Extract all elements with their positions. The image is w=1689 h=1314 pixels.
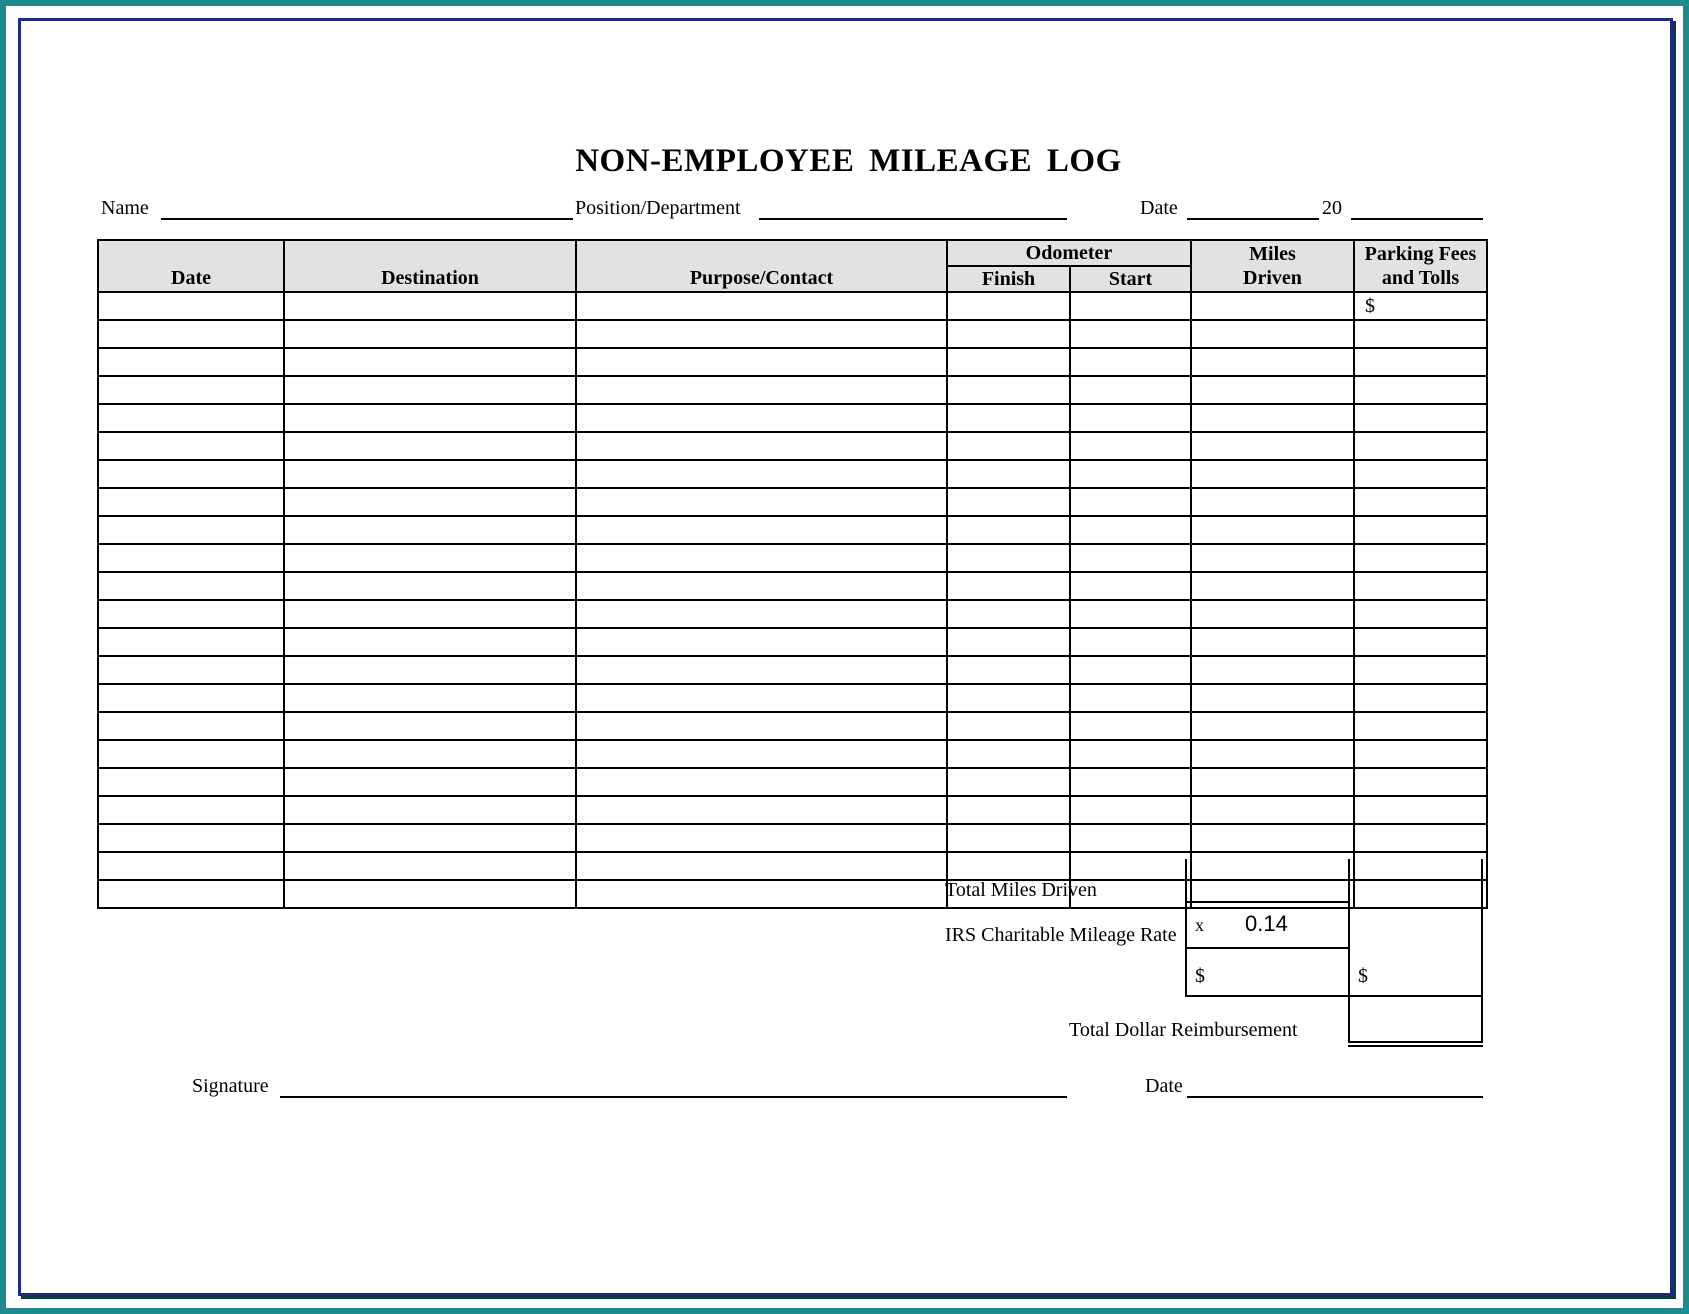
date-cell[interactable] xyxy=(98,628,284,656)
date-cell[interactable] xyxy=(98,768,284,796)
name-label: Name xyxy=(101,197,149,219)
table-row xyxy=(98,600,1487,628)
purpose-cell[interactable] xyxy=(576,628,947,656)
parking-cell[interactable] xyxy=(1354,740,1487,768)
miles-cell[interactable] xyxy=(1191,460,1354,488)
date-cell[interactable] xyxy=(98,516,284,544)
destination-cell[interactable] xyxy=(284,712,576,740)
parking-cell[interactable] xyxy=(1354,516,1487,544)
mileage-dollar-sign: $ xyxy=(1195,965,1205,987)
form-title: NON-EMPLOYEE MILEAGE LOG xyxy=(575,143,1122,179)
destination-cell[interactable] xyxy=(284,292,576,320)
finish-cell[interactable] xyxy=(947,740,1070,768)
table-row xyxy=(98,292,1487,320)
total-reimbursement-field[interactable] xyxy=(1348,995,1483,1043)
purpose-cell[interactable] xyxy=(576,768,947,796)
start-cell[interactable] xyxy=(1070,740,1191,768)
miles-cell[interactable] xyxy=(1191,824,1354,852)
start-cell[interactable] xyxy=(1070,516,1191,544)
destination-cell[interactable] xyxy=(284,348,576,376)
page-background xyxy=(6,6,1683,1308)
start-cell[interactable] xyxy=(1070,460,1191,488)
footer-date-field[interactable] xyxy=(1187,1096,1483,1098)
date-cell[interactable] xyxy=(98,488,284,516)
finish-cell[interactable] xyxy=(947,712,1070,740)
parking-dollar-sign: $ xyxy=(1358,965,1368,987)
purpose-cell[interactable] xyxy=(576,880,947,908)
purpose-cell[interactable] xyxy=(576,684,947,712)
header-miles-driven xyxy=(1191,240,1354,292)
start-cell[interactable] xyxy=(1070,320,1191,348)
purpose-cell[interactable] xyxy=(576,460,947,488)
destination-cell[interactable] xyxy=(284,684,576,712)
miles-cell[interactable] xyxy=(1191,656,1354,684)
finish-cell[interactable] xyxy=(947,656,1070,684)
date-cell[interactable] xyxy=(98,880,284,908)
destination-cell[interactable] xyxy=(284,796,576,824)
date-cell[interactable] xyxy=(98,796,284,824)
finish-cell[interactable] xyxy=(947,628,1070,656)
table-row xyxy=(98,320,1487,348)
table-row xyxy=(98,628,1487,656)
parking-cell[interactable] xyxy=(1354,432,1487,460)
miles-cell[interactable] xyxy=(1191,488,1354,516)
header-date: Date xyxy=(98,240,284,292)
purpose-cell[interactable] xyxy=(576,600,947,628)
parking-cell[interactable] xyxy=(1354,488,1487,516)
purpose-cell[interactable] xyxy=(576,516,947,544)
start-cell[interactable] xyxy=(1070,348,1191,376)
header-odometer: Odometer xyxy=(947,240,1191,266)
signature-field[interactable] xyxy=(280,1096,1067,1098)
finish-cell[interactable] xyxy=(947,544,1070,572)
destination-cell[interactable] xyxy=(284,628,576,656)
miles-cell[interactable] xyxy=(1191,712,1354,740)
start-cell[interactable] xyxy=(1070,432,1191,460)
purpose-cell[interactable] xyxy=(576,348,947,376)
purpose-cell[interactable] xyxy=(576,572,947,600)
start-cell[interactable] xyxy=(1070,404,1191,432)
miles-cell[interactable] xyxy=(1191,544,1354,572)
purpose-cell[interactable] xyxy=(576,656,947,684)
destination-cell[interactable] xyxy=(284,572,576,600)
table-row xyxy=(98,684,1487,712)
total-reimbursement-label: Total Dollar Reimbursement xyxy=(1069,1019,1298,1041)
parking-cell[interactable] xyxy=(1354,404,1487,432)
destination-cell[interactable] xyxy=(284,460,576,488)
finish-cell[interactable] xyxy=(947,320,1070,348)
year-field[interactable] xyxy=(1351,218,1483,220)
destination-cell[interactable] xyxy=(284,404,576,432)
parking-cell[interactable] xyxy=(1354,684,1487,712)
table-row xyxy=(98,712,1487,740)
purpose-cell[interactable] xyxy=(576,796,947,824)
purpose-cell[interactable] xyxy=(576,852,947,880)
table-row xyxy=(98,404,1487,432)
destination-cell[interactable] xyxy=(284,824,576,852)
purpose-cell[interactable] xyxy=(576,712,947,740)
start-cell[interactable] xyxy=(1070,488,1191,516)
miles-cell[interactable] xyxy=(1191,796,1354,824)
date-field[interactable] xyxy=(1187,218,1319,220)
table-row xyxy=(98,460,1487,488)
purpose-cell[interactable] xyxy=(576,740,947,768)
table-row xyxy=(98,824,1487,852)
destination-cell[interactable] xyxy=(284,544,576,572)
year-prefix: 20 xyxy=(1322,197,1342,219)
finish-cell[interactable] xyxy=(947,460,1070,488)
destination-cell[interactable] xyxy=(284,740,576,768)
parking-cell[interactable] xyxy=(1354,292,1487,320)
start-cell[interactable] xyxy=(1070,684,1191,712)
start-cell[interactable] xyxy=(1070,572,1191,600)
finish-cell[interactable] xyxy=(947,376,1070,404)
header-purpose: Purpose/Contact xyxy=(576,240,947,292)
finish-cell[interactable] xyxy=(947,796,1070,824)
finish-cell[interactable] xyxy=(947,292,1070,320)
miles-cell[interactable] xyxy=(1191,432,1354,460)
purpose-cell[interactable] xyxy=(576,544,947,572)
miles-cell[interactable] xyxy=(1191,768,1354,796)
miles-cell[interactable] xyxy=(1191,292,1354,320)
header-miles-line2: Driven xyxy=(1243,267,1302,289)
table-row xyxy=(98,432,1487,460)
date-cell[interactable] xyxy=(98,852,284,880)
destination-cell[interactable] xyxy=(284,320,576,348)
parking-cell[interactable] xyxy=(1354,376,1487,404)
purpose-cell[interactable] xyxy=(576,292,947,320)
purpose-cell[interactable] xyxy=(576,376,947,404)
purpose-cell[interactable] xyxy=(576,488,947,516)
rate-value: 0.14 xyxy=(1245,911,1288,936)
destination-cell[interactable] xyxy=(284,432,576,460)
date-cell[interactable] xyxy=(98,684,284,712)
finish-cell[interactable] xyxy=(947,600,1070,628)
table-row xyxy=(98,516,1487,544)
header-destination: Destination xyxy=(284,240,576,292)
total-miles-field[interactable] xyxy=(1185,859,1350,903)
date-cell[interactable] xyxy=(98,320,284,348)
date-cell[interactable] xyxy=(98,656,284,684)
double-underline xyxy=(1348,1045,1483,1047)
header-parking-line2: and Tolls xyxy=(1381,267,1460,289)
parking-cell[interactable] xyxy=(1354,768,1487,796)
header-parking-line1: Parking Fees xyxy=(1364,243,1477,265)
miles-cell[interactable] xyxy=(1191,740,1354,768)
total-miles-label: Total Miles Driven xyxy=(945,879,1097,901)
finish-cell[interactable] xyxy=(947,516,1070,544)
destination-cell[interactable] xyxy=(284,656,576,684)
parking-cell[interactable] xyxy=(1354,656,1487,684)
miles-cell[interactable] xyxy=(1191,404,1354,432)
date-cell[interactable] xyxy=(98,740,284,768)
parking-cell[interactable] xyxy=(1354,712,1487,740)
name-field[interactable] xyxy=(161,218,573,220)
header-start: Start xyxy=(1070,266,1191,292)
date-cell[interactable] xyxy=(98,600,284,628)
destination-cell[interactable] xyxy=(284,768,576,796)
destination-cell[interactable] xyxy=(284,488,576,516)
purpose-cell[interactable] xyxy=(576,432,947,460)
miles-cell[interactable] xyxy=(1191,320,1354,348)
parking-cell[interactable] xyxy=(1354,600,1487,628)
dollar-sign: $ xyxy=(1365,294,1375,317)
date-cell[interactable] xyxy=(98,460,284,488)
miles-cell[interactable] xyxy=(1191,376,1354,404)
rate-label: IRS Charitable Mileage Rate xyxy=(945,924,1177,946)
position-field[interactable] xyxy=(759,218,1067,220)
start-cell[interactable] xyxy=(1070,292,1191,320)
date-cell[interactable] xyxy=(98,572,284,600)
date-cell[interactable] xyxy=(98,376,284,404)
date-cell[interactable] xyxy=(98,432,284,460)
date-cell[interactable] xyxy=(98,824,284,852)
destination-cell[interactable] xyxy=(284,516,576,544)
position-label: Position/Department xyxy=(575,197,741,219)
miles-cell[interactable] xyxy=(1191,516,1354,544)
parking-cell[interactable] xyxy=(1354,628,1487,656)
parking-cell[interactable] xyxy=(1354,320,1487,348)
parking-total-field[interactable] xyxy=(1348,859,1483,997)
finish-cell[interactable] xyxy=(947,824,1070,852)
finish-cell[interactable] xyxy=(947,348,1070,376)
miles-cell[interactable] xyxy=(1191,572,1354,600)
purpose-cell[interactable] xyxy=(576,824,947,852)
table-row xyxy=(98,656,1487,684)
table-row xyxy=(98,488,1487,516)
table-row xyxy=(98,376,1487,404)
miles-cell[interactable] xyxy=(1191,684,1354,712)
date-cell[interactable] xyxy=(98,712,284,740)
start-cell[interactable] xyxy=(1070,600,1191,628)
finish-cell[interactable] xyxy=(947,572,1070,600)
destination-cell[interactable] xyxy=(284,880,576,908)
purpose-cell[interactable] xyxy=(576,320,947,348)
mileage-amount-field[interactable] xyxy=(1185,949,1350,997)
signature-label: Signature xyxy=(192,1075,269,1097)
form-sheet xyxy=(18,18,1673,1296)
table-row xyxy=(98,544,1487,572)
destination-cell[interactable] xyxy=(284,600,576,628)
destination-cell[interactable] xyxy=(284,376,576,404)
start-cell[interactable] xyxy=(1070,768,1191,796)
parking-cell[interactable] xyxy=(1354,824,1487,852)
table-row xyxy=(98,572,1487,600)
footer-date-label: Date xyxy=(1145,1075,1183,1097)
miles-cell[interactable] xyxy=(1191,348,1354,376)
start-cell[interactable] xyxy=(1070,544,1191,572)
parking-cell[interactable] xyxy=(1354,544,1487,572)
finish-cell[interactable] xyxy=(947,488,1070,516)
date-cell[interactable] xyxy=(98,292,284,320)
table-row xyxy=(98,348,1487,376)
finish-cell[interactable] xyxy=(947,684,1070,712)
miles-cell[interactable] xyxy=(1191,628,1354,656)
mileage-log-table xyxy=(97,239,1488,909)
start-cell[interactable] xyxy=(1070,824,1191,852)
start-cell[interactable] xyxy=(1070,796,1191,824)
purpose-cell[interactable] xyxy=(576,404,947,432)
date-label: Date xyxy=(1140,197,1178,219)
date-cell[interactable] xyxy=(98,404,284,432)
date-cell[interactable] xyxy=(98,544,284,572)
table-row xyxy=(98,796,1487,824)
start-cell[interactable] xyxy=(1070,852,1191,880)
rate-multiply-sign: x xyxy=(1195,915,1204,935)
header-finish: Finish xyxy=(947,266,1070,292)
date-cell[interactable] xyxy=(98,348,284,376)
finish-cell[interactable] xyxy=(947,432,1070,460)
parking-cell[interactable] xyxy=(1354,348,1487,376)
header-miles-line1: Miles xyxy=(1249,243,1296,265)
start-cell[interactable] xyxy=(1070,656,1191,684)
miles-cell[interactable] xyxy=(1191,600,1354,628)
finish-cell[interactable] xyxy=(947,768,1070,796)
start-cell[interactable] xyxy=(1070,712,1191,740)
parking-cell[interactable] xyxy=(1354,460,1487,488)
table-row xyxy=(98,768,1487,796)
finish-cell[interactable] xyxy=(947,404,1070,432)
table-row xyxy=(98,740,1487,768)
header-parking-fees xyxy=(1354,240,1487,292)
start-cell[interactable] xyxy=(1070,376,1191,404)
parking-cell[interactable] xyxy=(1354,572,1487,600)
parking-cell[interactable] xyxy=(1354,796,1487,824)
finish-cell[interactable] xyxy=(947,852,1070,880)
rate-field xyxy=(1185,903,1350,949)
start-cell[interactable] xyxy=(1070,628,1191,656)
destination-cell[interactable] xyxy=(284,852,576,880)
